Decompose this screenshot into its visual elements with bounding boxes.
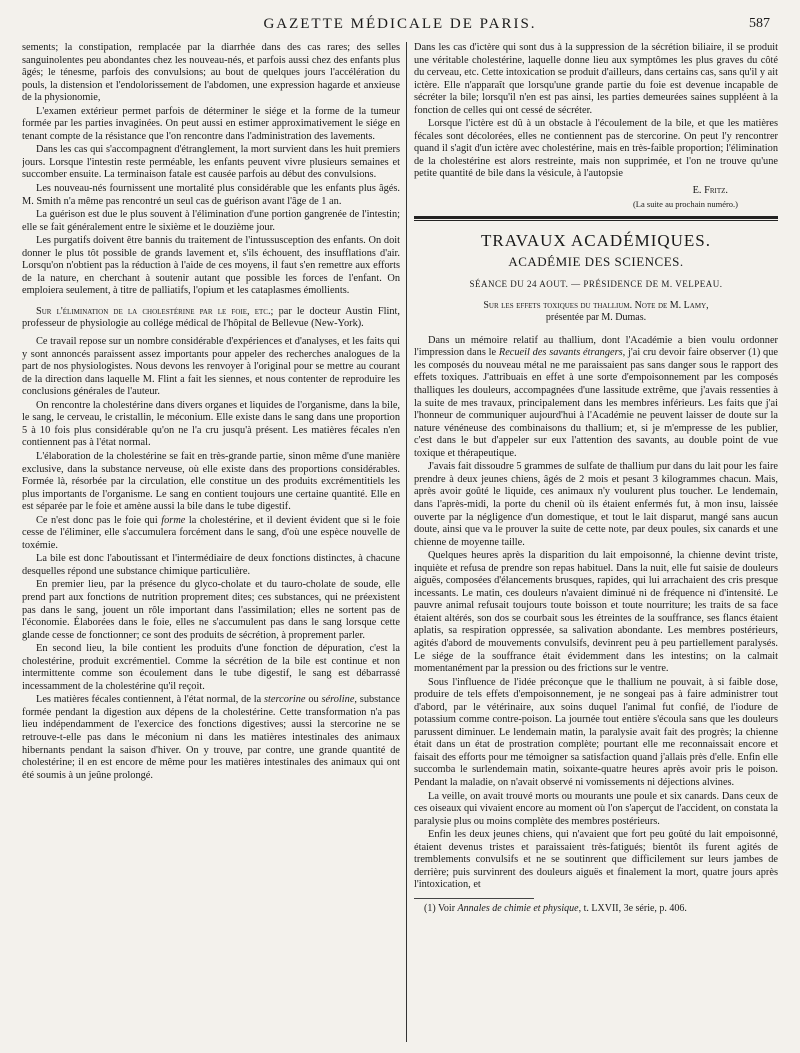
text-run: Ce n'est donc pas le foie qui xyxy=(36,514,158,526)
journal-title: GAZETTE MÉDICALE DE PARIS. xyxy=(263,16,537,32)
emphasis: Recueil des savants étrangers xyxy=(498,347,623,359)
paragraph: J'avais fait dissoudre 5 grammes de sulfate de thallium pur dans du lait pour les faire prendre à deux jeunes chiens, âgés de 2 mois et pesant 3 kilogrammes chacun. Mais, après avoir goûté le liquide, ces animaux n'y voulurent plus toucher. Le lendemain, dans l'après-midi, la porte du chenil où ils étaient enfermés fut, à mon insu, laissée ouverte par la négligence d'un domestique, et tout le lait disparut, mangé sans aucun doute, ainsi que va le prouver la suite de cette note, par deux poules, six canards et une chienne de moyenne taille. xyxy=(414,461,778,548)
paragraph: Lorsque l'ictère est dû à un obstacle à l'écoulement de la bile, et que les matières fécales sont décolorées, elles ne contiennent pas de stercorine. On peut l'y rencontrer quand il s'agit d'un ictère avec cholestérine, mais en très-faible proportion; l'élimination de la cholestérine est alors restreinte, mais non supprimée, et l'on ne trouve qu'une petite quantité de bile dans la vésicule, à l'autopsie xyxy=(414,118,778,180)
paragraph: Enfin les deux jeunes chiens, qui n'avaient que fort peu goûté du lait empoisonné, étaient devenus tristes et paraissaient très-fatigués; bientôt ils furent agités de tremblements convulsifs et ne se soutinrent que difficilement sur leurs jambes de derrière; puis survinrent des douleurs aiguës et finalement la mort, quatre jours après l'intoxication, et xyxy=(414,829,778,891)
session-heading: SÉANCE DU 24 AOUT. — PRÉSIDENCE DE M. VELPEAU. xyxy=(469,279,723,290)
paragraph: En second lieu, la bile contient les produits d'une fonction de dépuration, c'est la cholestérine, produit excrémentiel. Comme la sécrétion de la bile est continue et non intermittente comme son écoulement dans le tube digestif, le sang est débarrassé incessamment de la cholestérine qu'il reçoit. xyxy=(22,643,400,692)
communication-presenter: présentée par M. Dumas. xyxy=(545,312,647,324)
text-run: , t. LXVII, 3e série, p. 406. xyxy=(578,902,687,914)
text-run: ou xyxy=(308,694,319,706)
paragraph: L'élaboration de la cholestérine se fait en très-grande partie, sinon même d'une manière exclusive, dans la substance nerveuse, où elle existe dans des proportions considérables. Formée là, résorbée par la circulation, elle constitue un des produits excrémentitiels les plus importants de l'organisme. Le sang en contient toujours une certaine quantité. Elle en est séparée par le foie et amène aussi la bile dans le tube digestif. xyxy=(22,450,400,513)
paragraph: Les nouveau-nés fournissent une mortalité plus considérable que les enfants plus âgés. M. Smith n'a même pas rencontré un seul cas de guérison avant l'âge de 1 an. xyxy=(22,183,400,207)
paragraph: Sous l'influence de l'idée préconçue que le thallium ne pouvait, à si faible dose, produire de tels effets d'empoisonnement, je ne songeai pas à faire administrer tout d'abord, par le vétérinaire, aux soins duquel l'animal fut confié, de l'iodure de potassium comme contre-poison. La journée tout entière s'écoula sans que les douleurs parussent diminuer. Le lendemain matin, la paralysie avait fait des progrès; la chienne était dans un état de prostration complète; pourtant elle me reconnaissait encore et faisait des efforts pour me témoigner sa satisfaction quand j'allais près d'elle. Enfin elle succomba le surlendemain matin, soixante-quatre heures après avoir pris le poison. Pendant la maladie, on n'avait observé ni vomissements ni déjections alvines. xyxy=(414,676,778,788)
paragraph: Les purgatifs doivent être bannis du traitement de l'intussusception des enfants. On doit donner le plus tôt possible de grands lavement et, s'ils échouent, des insufflations d'air. Lorsqu'on n'obtient pas la réduction à l'aide de ces moyens, il faut s'en remettre aux efforts de la nature, en cherchant à soutenir autant que possible les forces de l'enfant. On emploiera seulement, à titre de palliatifs, l'opium et les cataplasmes émollients. xyxy=(22,235,400,297)
text-run: Dans un mémoire relatif au thallium, dont l'Académie a bien voulu ordonner l'impression dans le xyxy=(414,334,778,359)
paragraph: Quelques heures après la disparition du lait empoisonné, la chienne devint triste, inquiète et refusa de prendre son repas habituel. Dans la nuit, elle fut saisie de douleurs aiguës, composées d'élancements brusques, rapides, qui lui arrachaient des cris presque incessants. Le matin, ces douleurs n'avaient diminué ni de fréquence ni d'intensité. Le pauvre animal refusait toujours toute boisson et toute nourriture; les traits de sa face étaient altérés, son dos se courbait sous les étreintes de la souffrance, ses flancs étaient aplatis, sa respiration oppressée, sa salivation abondante. Les membres postérieurs, agités d'abord de mouvements convulsifs, devinrent peu à peu partiellement paralysés. Le siége de la souffrance était évidemment dans les intestins; on la calmait momentanément par la pression ou des frictions sur le ventre. xyxy=(414,550,778,675)
article-heading xyxy=(22,306,400,331)
paragraph: L'examen extérieur permet parfois de déterminer le siége et la forme de la tumeur formée par les parties invaginées. On peut aussi en estimer approximativement le siége en tenant compte de la résistance que l'on rencontre dans l'administration des lavements. xyxy=(22,105,400,142)
text-run: Les matières fécales contiennent, à l'état normal, de la xyxy=(36,694,262,706)
paragraph xyxy=(414,335,778,460)
subsection-title: ACADÉMIE DES SCIENCES. xyxy=(508,253,684,269)
paragraph xyxy=(22,694,400,782)
text-run: , substance formée pendant la digestion aux dépens de la cholestérine. Cette transformation n'a pas lieu indépendamment de l'exercice des fonctions digestives; aussi la stercorine ne se retrouve-t-elle pas dans le méconium ni dans les matières intestinales des animaux hibernants pendant la saison d'hiver. On y trouve, par contre, une grande quantité de cholestérine; il en est encore de même pour les matières intestinales des animaux qui ont été soumis à un jeûne prolongé. xyxy=(22,694,400,781)
text-run: , j'ai cru devoir faire observer (1) que les composés du nouveau métal ne me paraissaient pas sans danger sous le rapport des effets toxiques. J'attribuais en effet à une sorte d'empoisonnement par les composés thalliques les douleurs, accompagnées d'une lassitude extrême, que j'avais ressenties à la suite de mes travaux, principalement dans les membres inférieurs. Les faits que j'ai l'honneur de communiquer aujourd'hui à l'Académie ne peuvent laisser de doute sur la nature vénéneuse des combinaisons du thallium; et, si je m'empresse de les publier, c'est dans le but d'appeler sur eux l'attention des savants, au double point de vue toxique et thérapeutique. xyxy=(414,347,778,459)
paragraph: La veille, on avait trouvé morts ou mourants une poule et six canards. Dans ceux de ces oiseaux qui vivaient encore au moment où l'on s'aperçut de l'accident, on constata la paralysie plus ou moins complète des membres postérieurs. xyxy=(414,790,778,827)
paragraph: La guérison est due le plus souvent à l'élimination d'une portion gangrenée de l'intestin; elle se fait généralement entre le sixième et le douzième jour. xyxy=(22,209,400,233)
running-head xyxy=(0,10,800,40)
text-run: (1) Voir xyxy=(424,902,456,914)
paragraph: sements; la constipation, remplacée par la diarrhée dans des cas rares; des selles sanguinolentes peu abondantes chez les nouveau-nés, et parfois aussi chez des enfants plus âgés; le ténesme, parfois des convulsions; au bout de quelques jours l'accélération du pouls, la distension et l'endolorissement de l'abdomen, une expression hagarde et anxieuse de la physionomie, xyxy=(22,42,400,104)
section-title: TRAVAUX ACADÉMIQUES. xyxy=(480,231,711,251)
paragraph: Dans les cas d'ictère qui sont dus à la suppression de la sécrétion biliaire, il se produit une véritable cholestérine, laquelle donne lieu aux symptômes les plus graves du côté du cerveau, etc. Cette intoxication se produit d'ailleurs, dans certains cas, sans qu'il y ait ictère. Elle n'apparaît que lorsqu'une grande partie du foie est devenue incapable de sécréter la bile; lorsqu'il n'en est pas ainsi, les parties demeurées saines suppléent à la fonction de celles qui ont cessé de sécréter. xyxy=(414,42,778,116)
paragraph: En premier lieu, par la présence du glyco-cholate et du tauro-cholate de soude, elle prend part aux fonctions de nutrition proprement dites; ces substances, qui ne préexistent pas dans le sang, jouent un rôle important dans l'assimilation; elles ne sortent pas de l'économie. Élaborées dans le foie, elles ne s'accumulent pas dans le sang lorsque cette glande cesse de fonctionner; ce sont des produits de sécrétion, à proprement parler. xyxy=(22,579,400,641)
footnote-rule xyxy=(414,898,534,899)
article-author: par le docteur Austin Flint, professeur de physiologie au collége médical de l'hôpital de Bellevue (New-York). xyxy=(22,305,400,330)
paragraph xyxy=(22,515,400,553)
section-rule xyxy=(414,216,778,219)
paragraph: Ce travail repose sur un nombre considérable d'expériences et d'analyses, et les faits qui y sont annoncés paraissent assez importants pour appeler des recherches analogues de la part de nos physiologistes. Nous devons les renvoyer à l'original pour se mettre au courant de la direction dans laquelle M. Flint a fait les siennes, et nous contenter de reproduire les conclusions générales de l'auteur. xyxy=(22,336,400,398)
footnote xyxy=(414,903,778,916)
left-column xyxy=(22,42,400,1047)
paragraph: Dans les cas qui s'accompagnent d'étranglement, la mort survient dans les huit premiers jours. Lorsque l'intestin reste perméable, les enfants peuvent vivre plusieurs semaines et succomber ensuite. La terminaison fatale est causée parfois au début des convulsions. xyxy=(22,144,400,181)
emphasis: Annales de chimie et physique xyxy=(457,902,579,914)
emphasis: forme xyxy=(161,514,186,526)
communication-title: Sur les effets toxiques du thallium. Note de M. Lamy, xyxy=(483,299,709,311)
continued-note: (La suite au prochain numéro.) xyxy=(632,198,738,209)
emphasis: stercorine xyxy=(263,694,306,706)
right-column xyxy=(414,42,778,1047)
page-number: 587 xyxy=(749,16,770,31)
column-divider xyxy=(406,42,407,1042)
text-run: la cholestérine, et il devient évident que si le foie cesse de l'éliminer, elle s'accumulera forcément dans le sang, d'où une espèce nouvelle de toxémie. xyxy=(22,514,400,551)
paragraph: On rencontre la cholestérine dans divers organes et liquides de l'organisme, dans la bile, le sang, le cerveau, le cristallin, le méconium. Elle existe dans le sang dans une proportion 5 à 10 fois plus considérable qu'on ne l'a cru jusqu'à présent. Les matières fécales n'en contiennent pas à l'état normal. xyxy=(22,399,400,449)
paragraph: La bile est donc l'aboutissant et l'intermédiaire de deux fonctions distinctes, à chacune desquelles répond une substance chimique particulière. xyxy=(22,553,400,577)
communication-heading xyxy=(414,300,778,325)
emphasis: séroline xyxy=(321,694,355,706)
section-rule xyxy=(414,220,778,221)
author-signature: E. Fritz. xyxy=(692,185,728,197)
article-title: Sur l'élimination de la cholestérine par le foie, etc.; xyxy=(36,305,274,317)
